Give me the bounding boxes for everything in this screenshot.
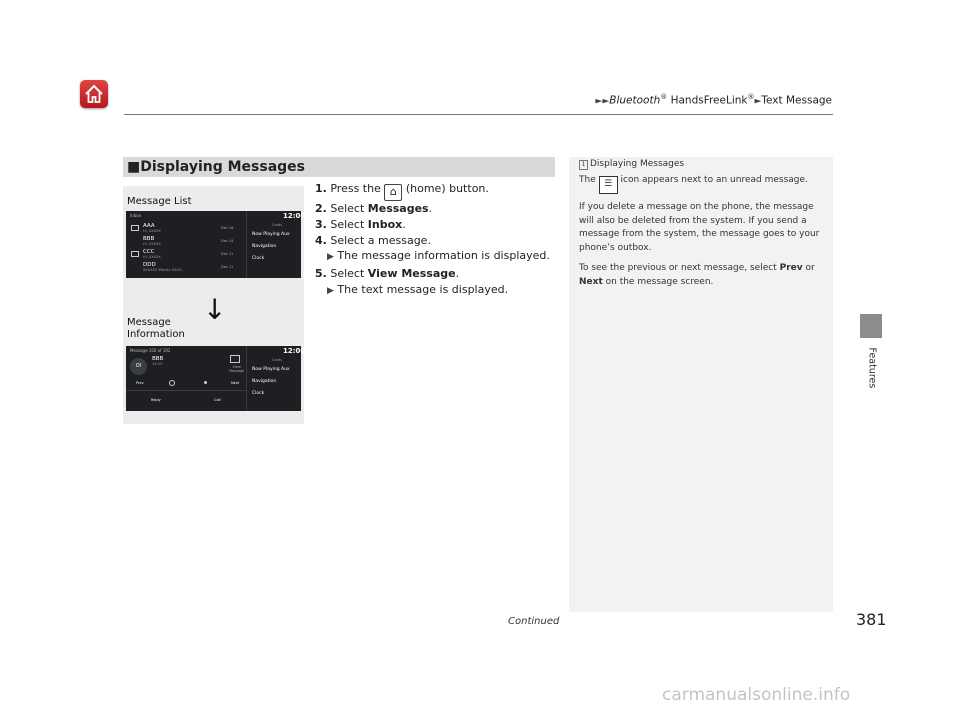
- screen-header: Message 100 of 102: [130, 348, 171, 353]
- result-arrow-icon: ▶: [327, 252, 334, 263]
- list-item-date: Dec 16: [221, 226, 234, 230]
- note-paragraph: If you delete a message on the phone, the message will also be deleted from the system. If you send a message from the system, the message goes to your phone’s outbox.: [579, 202, 820, 253]
- home-icon[interactable]: [80, 80, 108, 108]
- menu-now-playing[interactable]: Now Playing Aux: [252, 367, 290, 372]
- list-item-date: Dec 11: [221, 252, 234, 256]
- breadcrumb-text-message[interactable]: Text Message: [761, 94, 832, 107]
- menu-now-playing[interactable]: Now Playing Aux: [252, 232, 290, 237]
- section-title: Displaying Messages: [140, 159, 306, 175]
- menu-clock[interactable]: Clock: [252, 391, 265, 396]
- list-item[interactable]: DDD XXXXXX Wendy XXXX...: [143, 262, 185, 272]
- screen-header: Inbox: [130, 213, 141, 218]
- step-4-result: ▶ The message information is displayed.: [327, 249, 550, 263]
- down-arrow-icon: ↓: [203, 293, 227, 326]
- list-item[interactable]: AAA Hi, XXXXX: [143, 223, 161, 233]
- step-5: 5. Select View Message.: [315, 267, 460, 281]
- pause-icon[interactable]: [169, 380, 175, 386]
- message-icon: [131, 225, 139, 231]
- step-3: 3. Select Inbox.: [315, 217, 406, 231]
- step-4: 4. Select a message.: [315, 233, 431, 247]
- message-list-screen: [126, 211, 306, 278]
- procedure-steps: [315, 181, 555, 300]
- figure-label-message-info: Message Information: [127, 317, 185, 340]
- continued-label: Continued: [508, 616, 560, 627]
- prev-button[interactable]: Prev: [136, 381, 144, 385]
- breadcrumb: ►►Bluetooth® HandsFreeLink®►Text Message: [595, 93, 832, 107]
- menu-navigation[interactable]: Navigation: [252, 244, 277, 249]
- screen-divider: [246, 211, 247, 278]
- note-title: 1 Displaying Messages: [579, 159, 684, 170]
- result-arrow-icon: ▶: [327, 285, 334, 296]
- chapter-label: Features: [866, 347, 878, 389]
- screen-divider: [246, 346, 247, 411]
- call-button[interactable]: Call: [214, 398, 221, 402]
- heading-square-icon: ■: [127, 159, 141, 175]
- breadcrumb-arrow-icon: ►: [754, 96, 762, 107]
- note-paragraph: To see the previous or next message, select Prev or Next on the message screen.: [579, 263, 815, 287]
- list-item-date: Dec 11: [221, 265, 234, 269]
- screen-divider: [126, 390, 246, 391]
- note-body: [579, 174, 831, 296]
- screen-cards: Cards: [272, 358, 283, 362]
- dot-icon: [204, 381, 207, 384]
- breadcrumb-bluetooth[interactable]: Bluetooth: [609, 94, 661, 107]
- note-marker-icon: 1: [579, 160, 588, 170]
- step-5-result: ▶ The text message is displayed.: [327, 282, 509, 296]
- list-item[interactable]: CCC Hi, XXXXX: [143, 249, 161, 259]
- screen-clock: 12:00: [283, 212, 306, 220]
- home-button-icon: ⌂: [384, 184, 402, 201]
- list-item-date: Dec 14: [221, 239, 234, 243]
- breadcrumb-handsfreelink[interactable]: HandsFreeLink: [670, 94, 748, 107]
- view-message-icon: [230, 355, 240, 363]
- screen-clock: 12:00: [283, 347, 306, 355]
- page-number: 381: [856, 610, 887, 629]
- sender-name: BBB 14:03: [152, 356, 164, 366]
- figure-label-message-list: Message List: [127, 196, 192, 207]
- watermark: carmanualsonline.info: [662, 685, 851, 705]
- message-icon: [131, 251, 139, 257]
- step-1: 1. Press the ⌂ (home) button.: [315, 181, 555, 201]
- next-button[interactable]: Next: [231, 381, 240, 385]
- unread-message-icon: ☰: [599, 176, 618, 194]
- breadcrumb-arrow-icon: ►►: [595, 96, 610, 107]
- list-item[interactable]: BBB Hi, XXXXX: [143, 236, 161, 246]
- reply-button[interactable]: Reply: [151, 398, 161, 402]
- header-rule: [124, 114, 833, 115]
- menu-navigation[interactable]: Navigation: [252, 379, 277, 384]
- view-message-button[interactable]: View Message: [229, 365, 245, 373]
- screen-cards: Cards: [272, 223, 283, 227]
- step-2: 2. Select Messages.: [315, 202, 433, 215]
- chapter-tab[interactable]: [860, 314, 882, 338]
- note-paragraph: The ☰ icon appears next to an unread message.: [579, 174, 831, 194]
- message-info-screen: [126, 346, 306, 411]
- avatar: OI: [130, 358, 147, 375]
- menu-clock[interactable]: Clock: [252, 256, 265, 261]
- note-panel: [569, 157, 833, 612]
- section-heading: [123, 157, 555, 177]
